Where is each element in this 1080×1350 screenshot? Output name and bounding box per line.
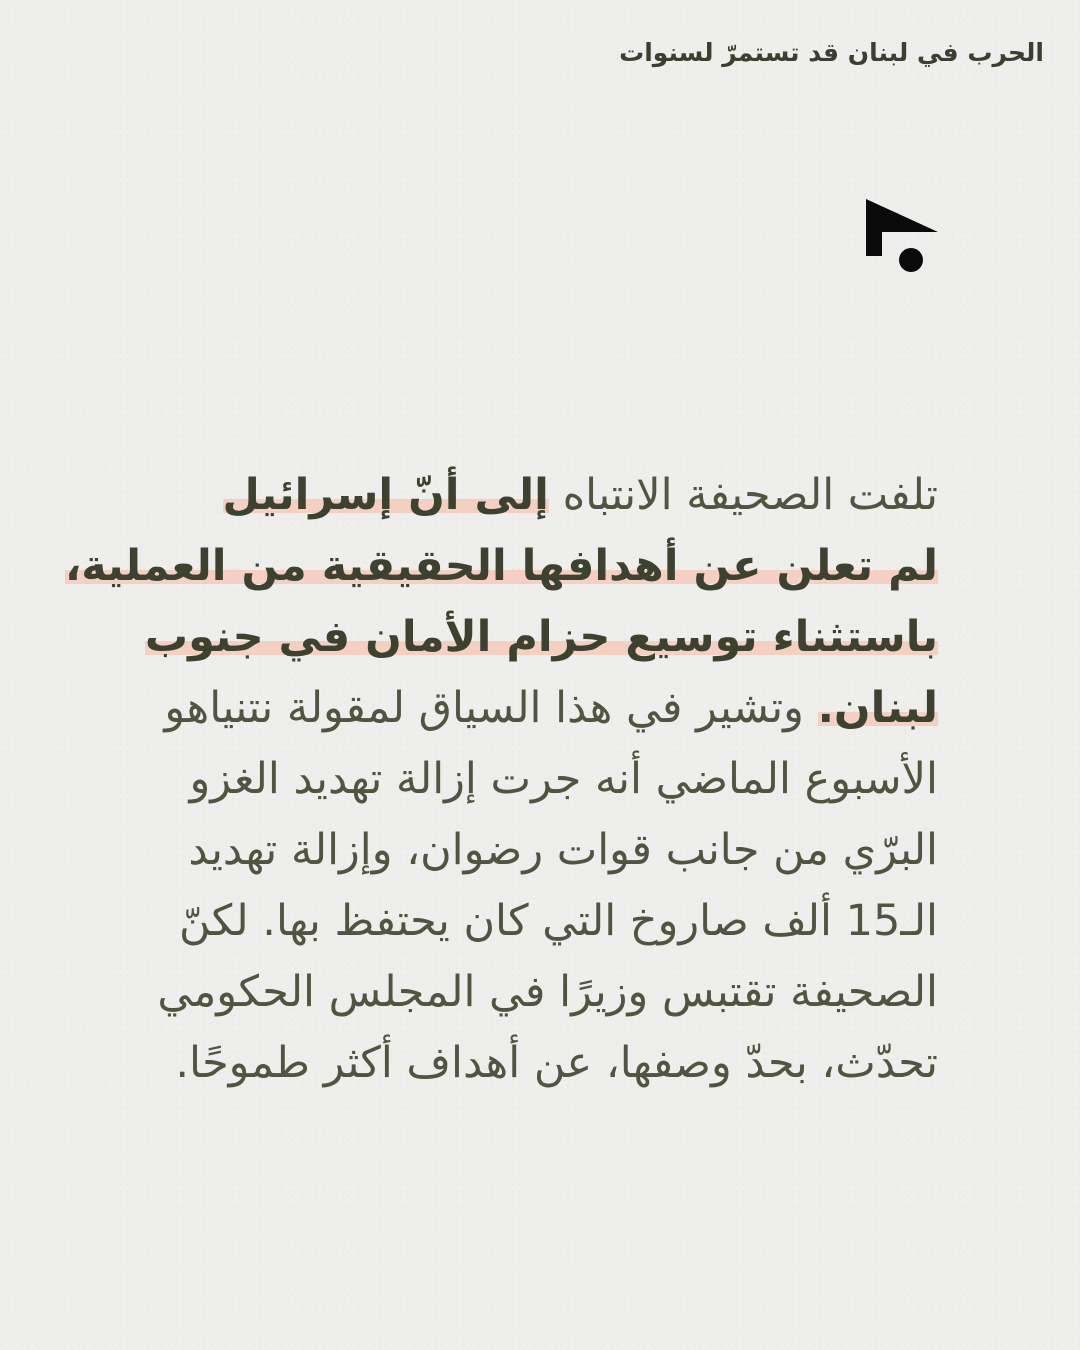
article-line (118, 957, 938, 1028)
article-highlight: لبنان. (817, 683, 938, 733)
article-line (118, 886, 938, 957)
article-text: الأسبوع الماضي أنه جرت إزالة تهديد الغزو (189, 754, 938, 804)
article-text: الصحيفة تقتبس وزيرًا في المجلس الحكومي (157, 967, 938, 1017)
article-line (64, 531, 938, 602)
article-line (118, 1028, 938, 1099)
article-body (64, 460, 938, 1099)
flag-dot-logo-icon (860, 196, 942, 278)
article-highlight: باستثناء توسيع حزام الأمان في جنوب (144, 612, 938, 662)
article-line (118, 815, 938, 886)
article-text: وتشير في هذا السياق لمقولة نتنياهو (164, 683, 818, 733)
header-title: الحرب في لبنان قد تستمرّ لسنوات (619, 38, 1044, 67)
article-text: الـ15 ألف صاروخ التي كان يحتفظ بها. لكنّ (179, 896, 938, 946)
article-line (118, 602, 938, 673)
article-line (118, 744, 938, 815)
article-highlight: لم تعلن عن أهدافها الحقيقية من العملية، (64, 541, 938, 591)
article-text: البرّي من جانب قوات رضوان، وإزالة تهديد (188, 825, 938, 875)
article-highlight: إلى أنّ إسرائيل (222, 470, 549, 520)
article-line (118, 460, 938, 531)
article-text: تلفت الصحيفة الانتباه (548, 470, 938, 520)
article-text: تحدّث، بحدّ وصفها، عن أهداف أكثر طموحًا. (175, 1038, 938, 1088)
article-line (118, 673, 938, 744)
